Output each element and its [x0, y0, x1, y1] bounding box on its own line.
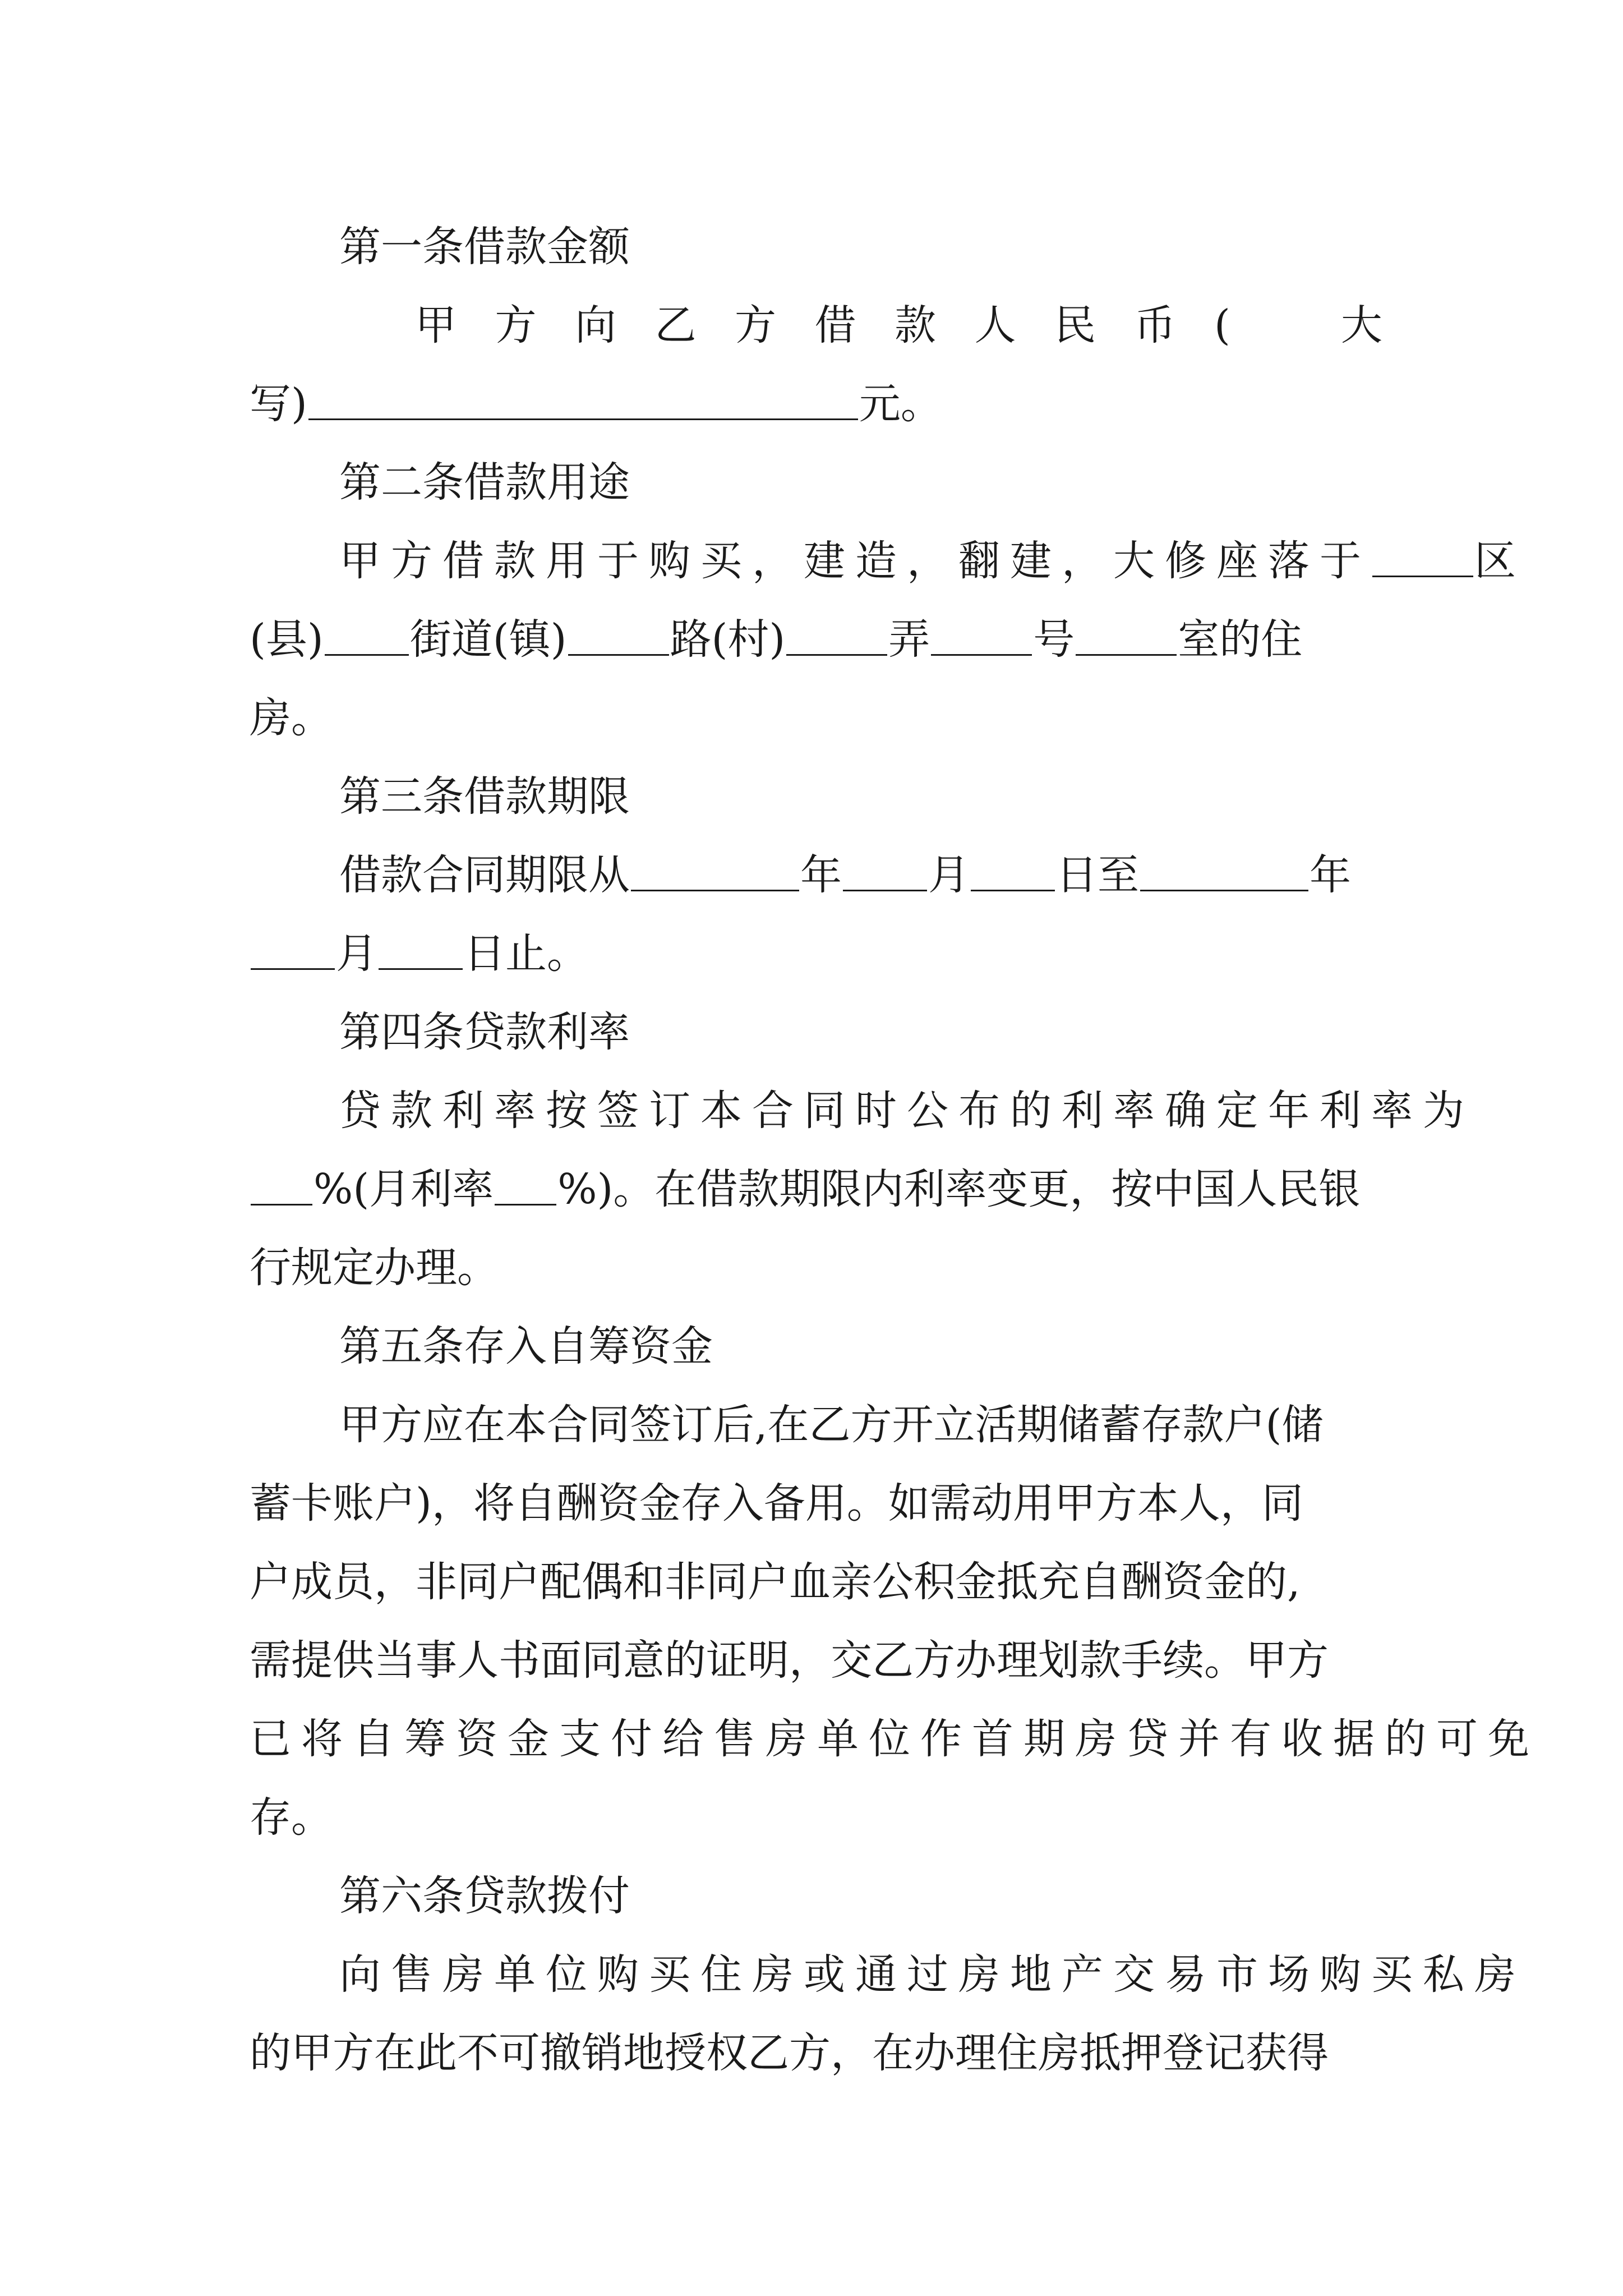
article5-line: 需提供当事人书面同意的证明，交乙方办理划款手续。甲方 [250, 1636, 1329, 1685]
article4-line3: 行规定办理。 [250, 1244, 499, 1292]
article5-line: 甲方应在本合同签订后,在乙方开立活期储蓄存款户(储 [339, 1401, 1324, 1449]
article1-heading: 第一条借款金额 [339, 223, 630, 271]
article5-line: 已将自筹资金支付给售房单位作首期房贷并有收据的可免 [250, 1715, 1539, 1763]
article3-line1: 借款合同期限从 年 月 日至 年 [339, 836, 1382, 914]
article1-line1: 甲 方 向 乙 方 借 款 人 民 币 ( 大 [415, 301, 1382, 349]
article5-line: 蓄卡账户)，将自酬资金存入备用。如需动用甲方本人，同 [250, 1479, 1303, 1527]
article6-line: 的甲方在此不可撤销地授权乙方，在办理住房抵押登记获得 [250, 2029, 1329, 2077]
article2-line3: 房。 [250, 694, 333, 742]
article2-line2: (县) 街道(镇) 路(村) 弄 号 室的住 [250, 600, 1382, 679]
district-blank [1372, 522, 1473, 577]
article5-line: 存。 [250, 1793, 333, 1842]
article5-line: 户成员，非同户配偶和非同户血亲公积金抵充自酬资金的, [250, 1558, 1301, 1606]
article2-heading: 第二条借款用途 [339, 458, 630, 507]
article1-line2: 写) 元。 [250, 365, 1382, 443]
article5-heading: 第五条存入自筹资金 [339, 1322, 713, 1370]
article4-line1: 贷款利率按签订本合同时公布的利率确定年利率为 [339, 1087, 1474, 1135]
article4-heading: 第四条贷款利率 [339, 1008, 630, 1056]
article4-line2: %(月利率 %)。在借款期限内利率变更，按中国人民银 [250, 1150, 1382, 1228]
amount-blank [308, 365, 858, 420]
article3-heading: 第三条借款期限 [339, 772, 630, 821]
article2-line1: 甲方借款用于购买，建造，翻建，大修座落于 区 [339, 522, 1382, 600]
article6-line: 向售房单位购买住房或通过房地产交易市场购买私房 [339, 1950, 1526, 1999]
article3-line2: 月 日止。 [250, 914, 1382, 993]
article6-heading: 第六条贷款拨付 [339, 1872, 630, 1920]
